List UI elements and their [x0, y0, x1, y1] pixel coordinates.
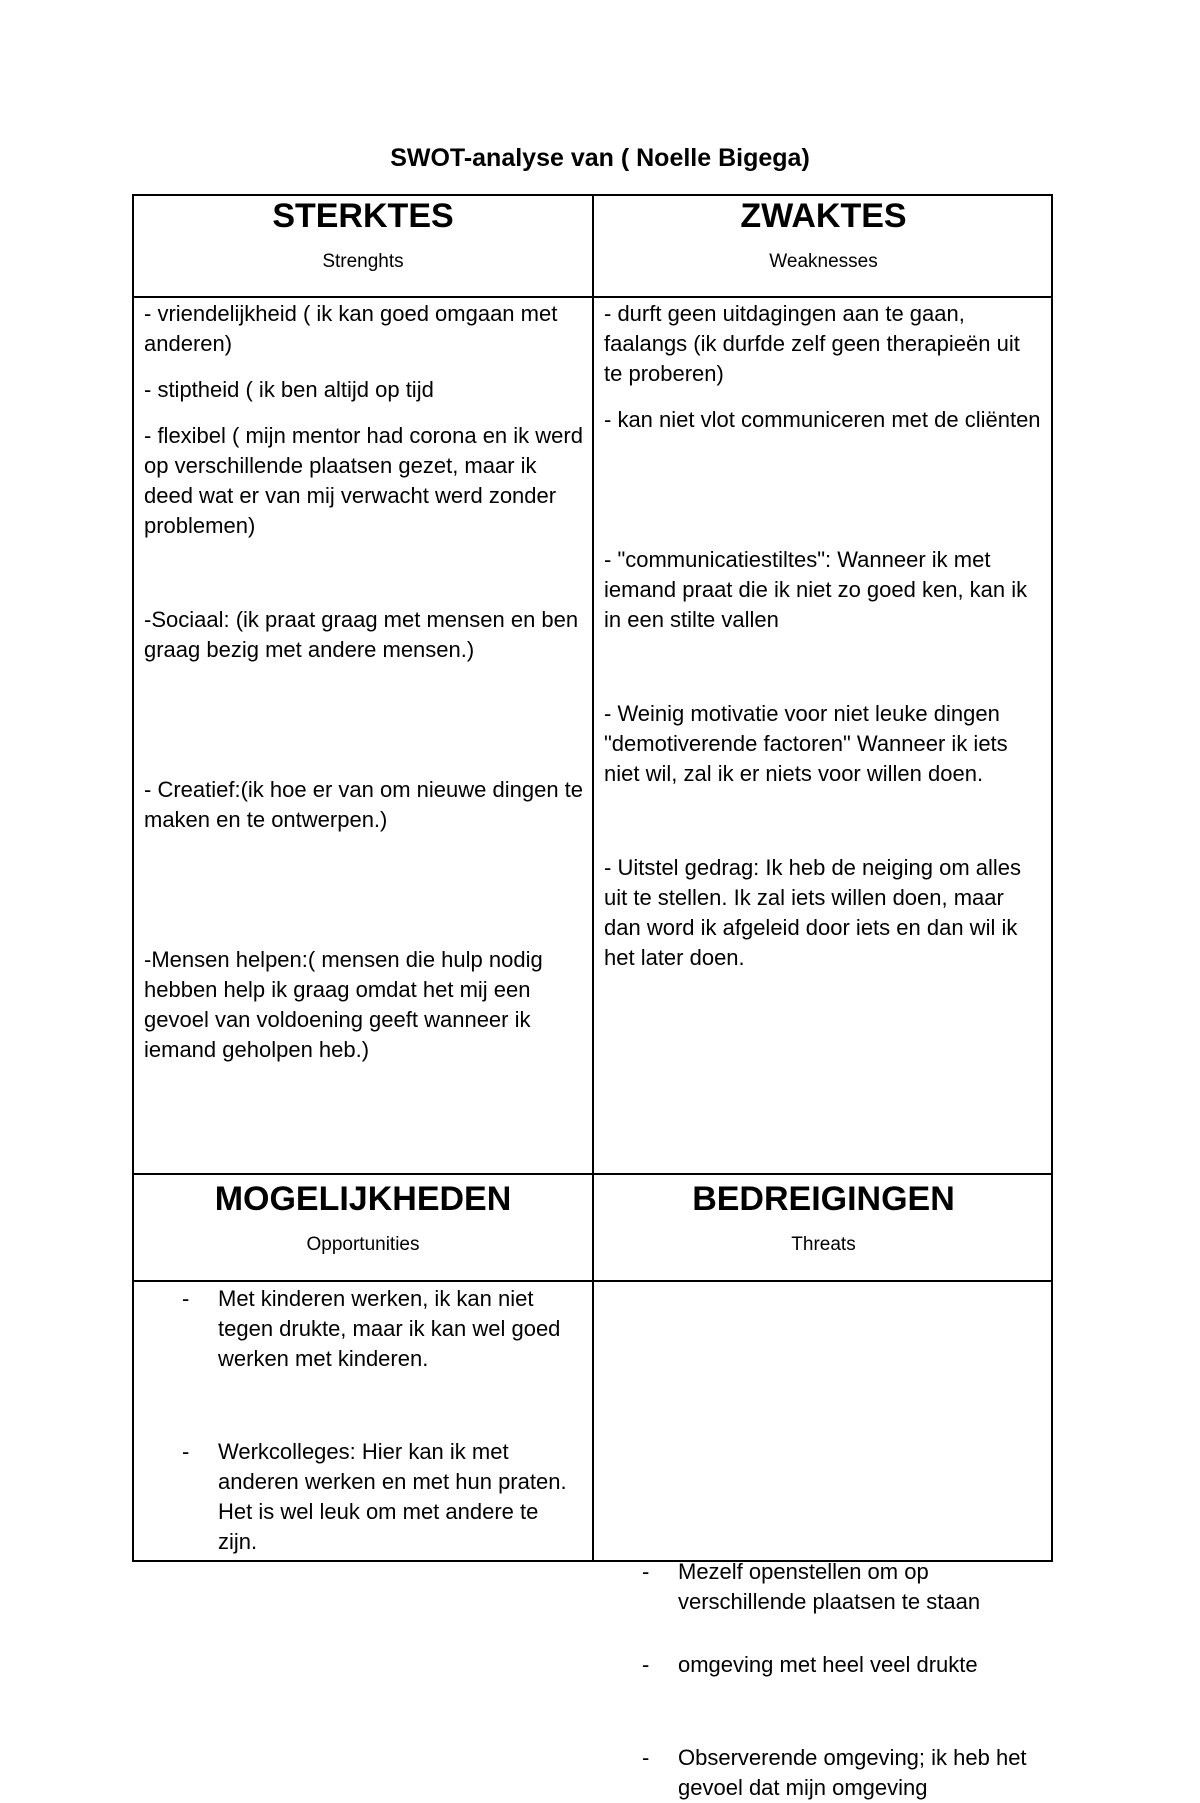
- list-item-text: omgeving met heel veel drukte: [678, 1652, 978, 1677]
- list-item: [594, 1650, 1034, 1680]
- swot-table: [132, 194, 1053, 1800]
- bullet-dash: -: [642, 1745, 650, 1770]
- list-item-text: Observerende omgeving; ik heb het gevoel dat mijn omgeving: [678, 1745, 1027, 1800]
- weaknesses-subheading: Weaknesses: [769, 251, 878, 272]
- bullet-dash: -: [182, 1439, 190, 1464]
- strengths-subheading: Strenghts: [322, 251, 404, 272]
- weaknesses-header: [594, 196, 1053, 296]
- list-item: [594, 1557, 1034, 1617]
- threats-heading: BEDREIGINGEN: [692, 1180, 955, 1218]
- row-divider: [134, 296, 1051, 298]
- list-item-text: Werkcolleges: Hier kan ik met anderen werken en met hun praten. Het is wel leuk om met andere te zijn.: [218, 1439, 567, 1554]
- list-item-text: Met kinderen werken, ik kan niet tegen drukte, maar ik kan wel goed werken met kinderen.: [218, 1286, 561, 1371]
- list-item: - vriendelijkheid ( ik kan goed omgaan met anderen): [144, 301, 558, 356]
- weaknesses-heading: ZWAKTES: [740, 197, 907, 235]
- bullet-dash: -: [182, 1286, 190, 1311]
- opportunities-heading: MOGELIJKHEDEN: [214, 1180, 512, 1218]
- bullet-dash: -: [642, 1652, 650, 1677]
- list-item: [594, 1743, 1034, 1803]
- bullet-dash: -: [642, 1559, 650, 1584]
- list-item: - durft geen uitdagingen aan te gaan, faalangs (ik durfde zelf geen therapieën uit te proberen): [604, 301, 1020, 386]
- strengths-heading: STERKTES: [272, 197, 454, 235]
- list-item: [134, 1284, 574, 1374]
- threats-header: [594, 1175, 1053, 1280]
- list-item: - Uitstel gedrag: Ik heb de neiging om alles uit te stellen. Ik zal iets willen doen, maar dan word ik afgeleid door iets en dan wil ik het later doen.: [604, 855, 1022, 970]
- opportunities-header: [134, 1175, 592, 1280]
- strengths-header: [134, 196, 592, 296]
- threats-subheading: Threats: [791, 1234, 856, 1255]
- list-item: - stiptheid ( ik ben altijd op tijd: [144, 377, 434, 402]
- list-item: - Creatief:(ik hoe er van om nieuwe dingen te maken en te ontwerpen.): [144, 777, 584, 832]
- list-item: - Weinig motivatie voor niet leuke dingen "demotiverende factoren" Wanneer ik iets niet wil, zal ik er niets voor willen doen.: [604, 701, 1008, 786]
- list-item: - "communicatiestiltes": Wanneer ik met iemand praat die ik niet zo goed ken, kan ik in een stilte vallen: [604, 547, 1028, 632]
- list-item: -Sociaal: (ik praat graag met mensen en ben graag bezig met andere mensen.): [144, 607, 579, 662]
- list-item: - kan niet vlot communiceren met de cliënten: [604, 407, 1041, 432]
- column-divider: [592, 196, 594, 1560]
- list-item: -Mensen helpen:( mensen die hulp nodig hebben help ik graag omdat het mij een gevoel van voldoening geeft wanneer ik iemand geholpen heb.): [144, 947, 543, 1062]
- threats-list: [594, 1557, 1034, 1803]
- list-item: - flexibel ( mijn mentor had corona en ik werd op verschillende plaatsen gezet, maar ik deed wat er van mij verwacht werd zonder problemen): [144, 423, 583, 538]
- opportunities-list: [134, 1284, 574, 1557]
- list-item-text: Mezelf openstellen om op verschillende plaatsen te staan: [678, 1559, 981, 1614]
- page-title: SWOT-analyse van ( Noelle Bigega): [390, 144, 810, 172]
- list-item: [134, 1437, 574, 1557]
- opportunities-subheading: Opportunities: [306, 1234, 420, 1255]
- strengths-list: [144, 299, 584, 1065]
- weaknesses-list: [604, 299, 1044, 973]
- row-divider: [134, 1280, 1051, 1282]
